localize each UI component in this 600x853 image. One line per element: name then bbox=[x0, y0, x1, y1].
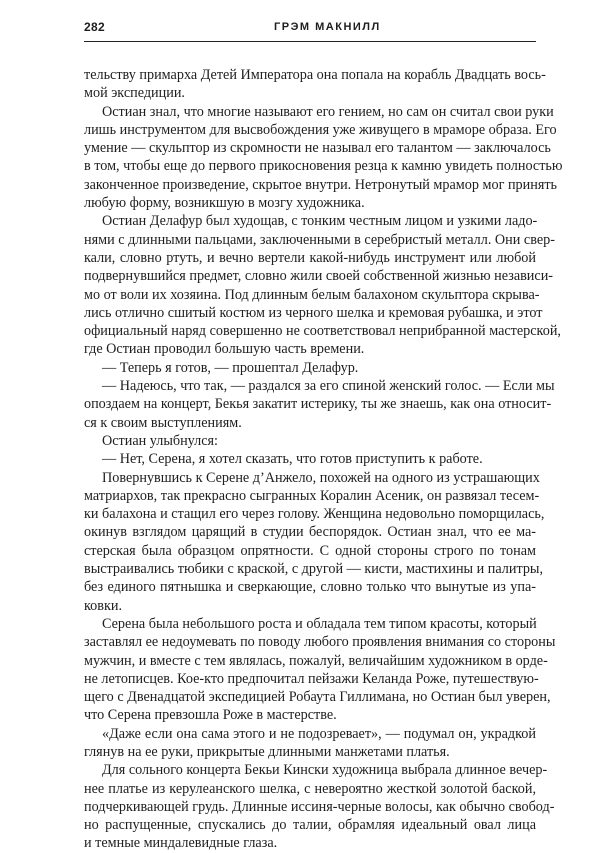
text-line: кали, словно ртуть, и вечно вертели какой-нибудь инструмент или любой bbox=[84, 249, 536, 266]
text-line: мой экспедиции. bbox=[84, 85, 185, 102]
text-line: нями с длинными пальцами, заключенными в серебристый металл. Они свер- bbox=[84, 231, 555, 248]
text-line: и темные миндалевидные глаза. bbox=[84, 835, 278, 852]
text-line: щего с Двенадцатой экспедицией Робаута Гиллимана, но Остиан был уверен, bbox=[84, 689, 551, 706]
page-number: 282 bbox=[84, 20, 105, 34]
text-line: — Нет, Серена, я хотел сказать, что готов приступить к работе. bbox=[102, 451, 483, 468]
text-line: в том, чтобы еще до первого прикосновения резца к камню увидеть полностью bbox=[84, 158, 563, 175]
text-line: ки балахона и стащил его через голову. Женщина недовольно поморщилась, bbox=[84, 506, 545, 523]
body-text bbox=[84, 66, 563, 853]
text-line: ся к своим выступлениям. bbox=[84, 414, 242, 431]
text-line: стерская была образцом опрятности. С одной стороны строго по тонам bbox=[84, 542, 536, 559]
text-line: Повернувшись к Серене д’Анжело, похожей на одного из устрашающих bbox=[102, 469, 540, 486]
text-line: любую форму, возникшую в мозгу художника. bbox=[84, 195, 365, 212]
text-line: законченное произведение, скрытое внутри. Нетронутый мрамор мог принять bbox=[84, 176, 558, 193]
header-rule bbox=[84, 41, 536, 42]
running-header bbox=[84, 19, 536, 49]
text-line: — Теперь я готов, — прошептал Делафур. bbox=[102, 359, 359, 376]
text-line: Остиан Делафур был худощав, с тонким честным лицом и узкими ладо- bbox=[102, 213, 538, 230]
text-line: лись отлично сшитый костюм из черного шелка и кремовая рубашка, и этот bbox=[84, 304, 543, 321]
header-author-name: ГРЭМ МАКНИЛЛ bbox=[274, 21, 381, 33]
text-line: лишь инструментом для высвобождения уже живущего в мраморе образа. Его bbox=[84, 121, 557, 138]
text-line: — Надеюсь, что так, — раздался за его спиной женский голос. — Если мы bbox=[102, 378, 555, 395]
text-line: но распущенные, спускались до талии, обрамляя идеальный овал лица bbox=[84, 817, 536, 834]
text-line: заставлял ее недоумевать по поводу любого проявления внимания со стороны bbox=[84, 634, 556, 651]
text-line: выстраивались тюбики с краской, с другой — кисти, мастихины и палитры, bbox=[84, 561, 543, 578]
text-line: подвернувшийся предмет, словно жили своей собственной жизнью независи- bbox=[84, 268, 554, 285]
text-line: глянув на ее руки, прикрытые длинными манжетами платья. bbox=[84, 743, 450, 760]
text-line: тельству примарха Детей Императора она попала на корабль Двадцать вось- bbox=[84, 67, 546, 83]
text-line: официальный наряд совершенно не соответствовал неприбранной мастерской, bbox=[84, 323, 561, 340]
text-line: где Остиан проводил большую часть времени. bbox=[84, 341, 365, 358]
text-line: что Серена превзошла Роже в мастерстве. bbox=[84, 707, 337, 724]
text-line: мо от воли их хозяина. Под длинным белым балахоном скульптора скрыва- bbox=[84, 286, 540, 303]
text-line: умение — скульптор из скромности не называл его талантом — заключалось bbox=[84, 140, 551, 157]
text-line: ковки. bbox=[84, 597, 122, 614]
text-line: подчеркивающей грудь. Длинные иссиня-черные волосы, как обычно свобод- bbox=[84, 798, 555, 815]
text-line: Остиан знал, что многие называют его гением, но сам он считал свои руки bbox=[102, 103, 554, 120]
text-line: без единого пятнышка и сверкающие, словно только что вынутые из упа- bbox=[84, 579, 536, 596]
text-line: Для сольного концерта Бекьи Кински художница выбрала длинное вечер- bbox=[102, 762, 548, 779]
text-line: опоздаем на концерт, Бекья закатит истерику, ты же знаешь, как она относит- bbox=[84, 396, 552, 413]
text-line: нее платье из керулеанского шелка, с невероятно жесткой золотой баской, bbox=[84, 780, 536, 797]
text-line: окинув взглядом царящий в студии беспорядок. Остиан знал, что ее ма- bbox=[84, 524, 536, 541]
text-line: «Даже если она сама этого и не подозревает», — подумал он, украдкой bbox=[102, 725, 536, 742]
text-line: не летописцев. Кое-кто предпочитал пейзажи Келанда Роже, путешествую- bbox=[84, 670, 539, 687]
text-line: мужчин, и вместе с тем являлась, пожалуй, величайшим художником в орде- bbox=[84, 652, 548, 669]
text-line: Серена была небольшого роста и обладала тем типом красоты, который bbox=[102, 615, 537, 632]
text-line: Остиан улыбнулся: bbox=[102, 432, 218, 449]
text-line: матриархов, так прекрасно сыгранных Коралин Асеник, он развязал тесем- bbox=[84, 487, 540, 504]
